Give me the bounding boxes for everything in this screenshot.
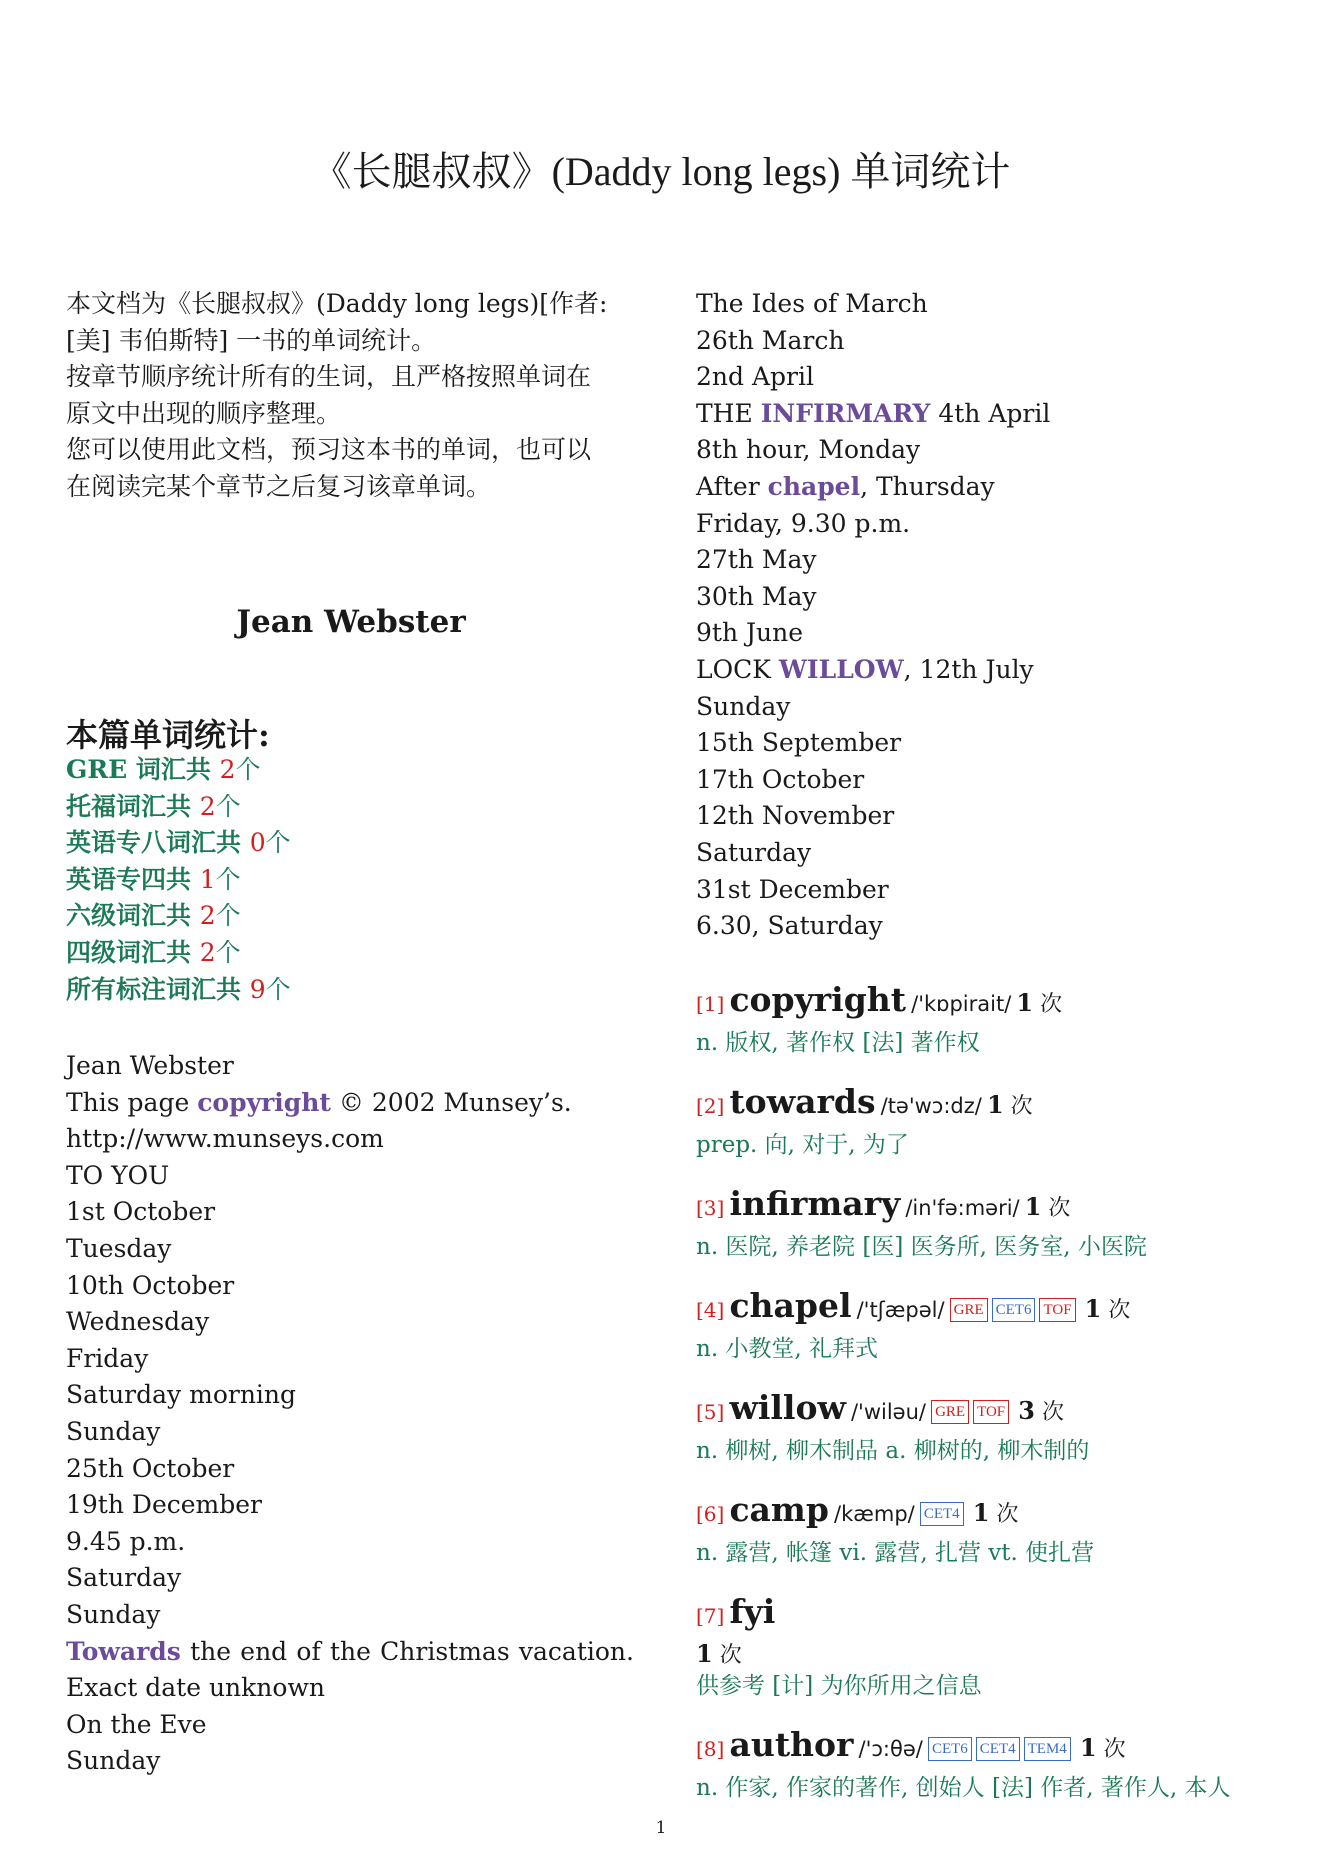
text-line: 27th May <box>696 545 817 575</box>
vocab-entry <box>696 980 1296 1060</box>
entry-word: towards <box>729 1082 876 1121</box>
text-line: Tuesday <box>66 1233 172 1263</box>
entry-index: [5] <box>696 1400 725 1424</box>
entry-definition: n. 柳树, 柳木制品 a. 柳树的, 柳木制的 <box>696 1438 1090 1464</box>
entry-count: 1 次 <box>1016 988 1063 1017</box>
text-line: Jean Webster <box>66 1051 234 1080</box>
text-line: Sunday <box>66 1599 161 1629</box>
text-line: Saturday morning <box>66 1380 297 1410</box>
entry-definition: n. 小教堂, 礼拜式 <box>696 1336 879 1362</box>
entry-count: 1 次 <box>1084 1294 1131 1323</box>
entry-word: chapel <box>729 1286 852 1325</box>
text-line: 30th May <box>696 581 817 611</box>
text-line: TO YOU <box>66 1160 170 1190</box>
text-line: THE INFIRMARY 4th April <box>696 398 1051 428</box>
entry-word: camp <box>729 1490 829 1529</box>
text-line: 17th October <box>696 764 865 794</box>
text-line: 26th March <box>696 325 845 355</box>
text-line: Sunday <box>66 1746 161 1776</box>
entry-phonetic: /'kɒpirait/ <box>911 992 1012 1016</box>
text-line: 9.45 p.m. <box>66 1526 186 1556</box>
stat-toefl: 托福词汇共 2个 <box>66 791 241 821</box>
entry-definition: n. 医院, 养老院 [医] 医务所, 医务室, 小医院 <box>696 1234 1147 1260</box>
stat-tem8: 英语专八词汇共 0个 <box>66 828 291 858</box>
book-text-left <box>66 1048 636 1780</box>
text-line: 1st October <box>66 1197 216 1227</box>
vocab-entry <box>696 1490 1296 1570</box>
keyword-chapel: chapel <box>767 471 861 501</box>
entry-phonetic: /'wiləu/ <box>850 1400 926 1424</box>
entry-definition: n. 露营, 帐篷 vi. 露营, 扎营 vt. 使扎营 <box>696 1540 1095 1566</box>
entry-index: [6] <box>696 1502 725 1526</box>
entry-count: 3 次 <box>1018 1396 1064 1425</box>
vocab-entry <box>696 1592 1296 1703</box>
text-line: 2nd April <box>696 362 814 392</box>
entry-definition: prep. 向, 对于, 为了 <box>696 1132 909 1158</box>
page-number: 1 <box>655 1818 667 1838</box>
intro-line: 在阅读完某个章节之后复习该章单词。 <box>66 471 492 501</box>
vocab-list <box>696 980 1296 1827</box>
entry-count: 1 次 <box>972 1498 1019 1527</box>
badge-gre: GRE <box>950 1298 988 1322</box>
badge-tem4: TEM4 <box>1024 1737 1071 1761</box>
intro-line: 您可以使用此文档，预习这本书的单词，也可以 <box>66 435 592 465</box>
text-line: Friday <box>66 1343 149 1373</box>
text-line: 19th December <box>66 1490 262 1520</box>
intro-line: [美] 韦伯斯特] 一书的单词统计。 <box>66 325 437 355</box>
vocab-entry <box>696 1286 1296 1366</box>
entry-word: willow <box>729 1388 846 1427</box>
text-line: http://www.munseys.com <box>66 1124 384 1154</box>
entry-index: [2] <box>696 1094 725 1118</box>
intro-line: 按章节顺序统计所有的生词，且严格按照单词在 <box>66 362 592 392</box>
vocab-entry <box>696 1388 1296 1468</box>
badge-tof: TOF <box>973 1400 1009 1424</box>
text-line: 15th September <box>696 728 902 758</box>
text-line: 10th October <box>66 1270 235 1300</box>
keyword-copyright: copyright <box>197 1087 331 1117</box>
keyword-infirmary: INFIRMARY <box>760 398 931 428</box>
text-line: On the Eve <box>66 1709 207 1739</box>
text-line: 9th June <box>696 618 804 648</box>
entry-phonetic: /'ɔ:θə/ <box>858 1737 923 1761</box>
entry-phonetic: /kæmp/ <box>834 1502 915 1526</box>
badge-cet4: CET4 <box>920 1502 964 1526</box>
text-line: The Ides of March <box>696 289 928 318</box>
entry-definition: 供参考 [计] 为你所用之信息 <box>696 1673 982 1699</box>
intro-line: 本文档为《长腿叔叔》(Daddy long legs)[作者: <box>66 289 608 318</box>
badge-cet4: CET4 <box>976 1737 1020 1761</box>
entry-word: copyright <box>729 980 907 1019</box>
intro-line: 原文中出现的顺序整理。 <box>66 398 342 428</box>
text-line: Towards the end of the Christmas vacation. <box>66 1634 634 1671</box>
entry-word: infirmary <box>729 1184 901 1223</box>
entry-index: [3] <box>696 1196 725 1220</box>
text-line: After chapel, Thursday <box>696 471 995 501</box>
entry-word: author <box>729 1725 854 1764</box>
text-line: LOCK WILLOW, 12th July <box>696 654 1034 684</box>
text-line: This page copyright © 2002 Munsey’s. <box>66 1087 572 1117</box>
page-title: 《长腿叔叔》(Daddy long legs) 单词统计 <box>311 149 1011 194</box>
entry-index: [4] <box>696 1298 725 1322</box>
text-line: Wednesday <box>66 1307 210 1337</box>
entry-index: [1] <box>696 992 725 1016</box>
text-line: 31st December <box>696 874 889 904</box>
stats-heading: 本篇单词统计: <box>66 716 270 754</box>
vocab-entry <box>696 1725 1296 1805</box>
entry-index: [8] <box>696 1737 725 1761</box>
badge-gre: GRE <box>931 1400 969 1424</box>
stat-gre: GRE 词汇共 2个 <box>66 755 261 784</box>
entry-phonetic: /'tʃæpəl/ <box>856 1298 945 1322</box>
text-line: 12th November <box>696 801 895 831</box>
text-line: Exact date unknown <box>66 1673 325 1703</box>
entry-word: fyi <box>729 1592 776 1631</box>
author-heading: Jean Webster <box>236 604 466 640</box>
stat-cet6: 六级词汇共 2个 <box>66 901 241 931</box>
entry-count: 1 次 <box>986 1090 1033 1119</box>
keyword-willow: WILLOW <box>778 654 904 684</box>
text-line: Saturday <box>696 837 812 867</box>
text-line: Friday, 9.30 p.m. <box>696 508 911 538</box>
entry-definition: n. 版权, 著作权 [法] 著作权 <box>696 1030 980 1056</box>
stat-total: 所有标注词汇共 9个 <box>66 974 291 1004</box>
intro-paragraph <box>66 286 636 506</box>
text-line: Saturday <box>66 1563 182 1593</box>
stat-tem4: 英语专四共 1个 <box>66 864 241 894</box>
entry-count: 1 次 <box>1079 1733 1126 1762</box>
entry-count: 1 次 <box>696 1639 742 1668</box>
entry-count: 1 次 <box>1024 1192 1071 1221</box>
badge-cet6: CET6 <box>992 1298 1036 1322</box>
badge-tof: TOF <box>1039 1298 1075 1322</box>
text-line: 8th hour, Monday <box>696 435 921 465</box>
keyword-towards: Towards <box>66 1636 181 1666</box>
text-line: Sunday <box>696 691 791 721</box>
entry-definition: n. 作家, 作家的著作, 创始人 [法] 作者, 著作人, 本人 <box>696 1775 1231 1801</box>
entry-phonetic: /in'fə:məri/ <box>905 1196 1020 1220</box>
book-text-right <box>696 286 1286 945</box>
text-line: Sunday <box>66 1416 161 1446</box>
text-line: 25th October <box>66 1453 235 1483</box>
entry-index: [7] <box>696 1604 725 1628</box>
stat-cet4: 四级词汇共 2个 <box>66 937 241 967</box>
text-line: 6.30, Saturday <box>696 911 883 941</box>
entry-phonetic: /tə'wɔ:dz/ <box>880 1094 982 1118</box>
stats-list <box>66 752 636 1008</box>
badge-cet6: CET6 <box>928 1737 972 1761</box>
vocab-entry <box>696 1184 1296 1264</box>
vocab-entry <box>696 1082 1296 1162</box>
